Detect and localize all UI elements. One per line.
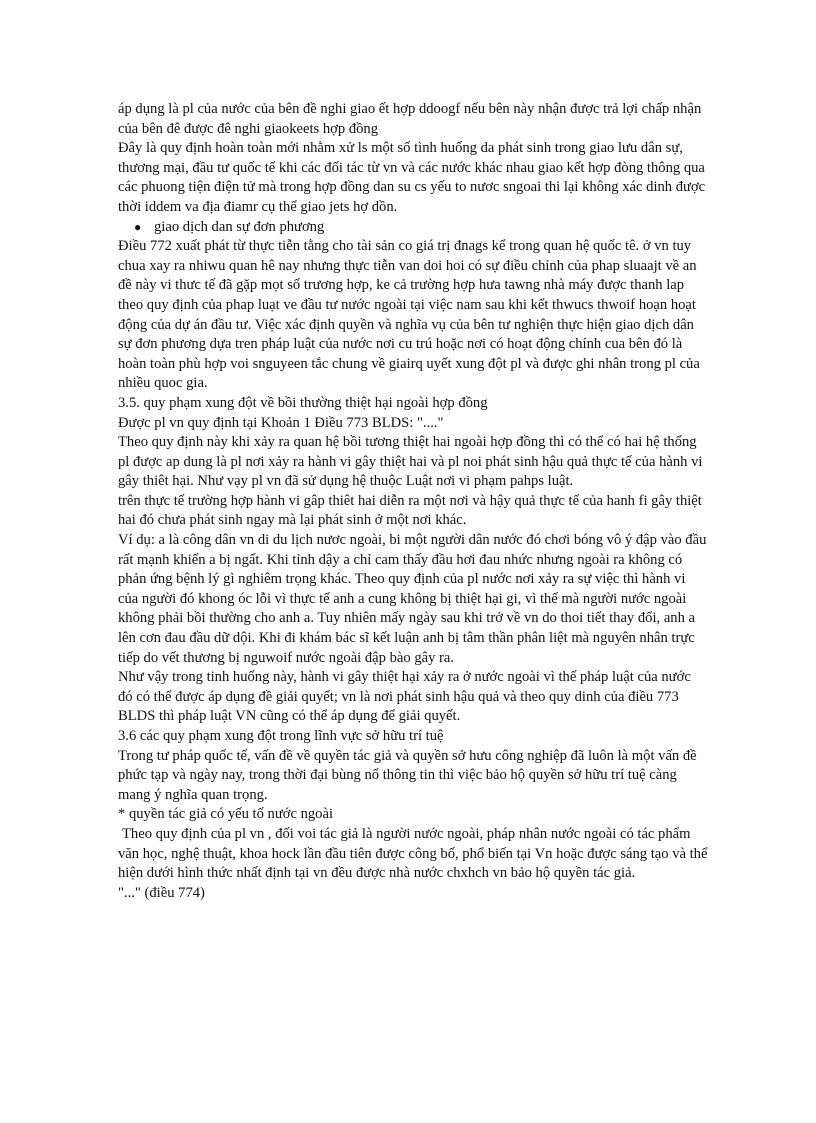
bullet-text: giao dịch dan sự đơn phương xyxy=(154,218,325,235)
paragraph-example: Ví dụ: a là công dân vn di du lịch nươc ngoài, bi một người dân nước đó chơi bóng vô ý đập vào đầu rất mạnh khiến a bị ngất. Khi tỉnh dậy a chỉ cam thấy đầu hơi đau nhức nhưng ngoài ra không có phản ứng bệnh lý gì nghiêm trọng khác. Theo quy định của pl nước nơi xảy ra sự việc thì hành vi của người đó khong óc lỗi vì thực tế anh a cung không bị thiệt hại gi, vì thế mà người nước ngoài không phải bồi thường cho anh a. Tuy nhiên mấy ngày sau khi trở về vn do thoi tiết thay đổi, anh a lên cơn đau đầu dữ dội. Khi đi khám bác sĩ kết luận anh bị tâm thần phân liệt mà nguyên nhân trực tiếp do vết thương bị nguwoif nước ngoài đập bào gây ra. xyxy=(118,532,707,666)
paragraph-copyright-rule: Theo quy định của pl vn , đối voi tác giả là người nước ngoài, pháp nhân nước ngoài có tác phẩm văn học, nghệ thuật, khoa hock lần đầu tiên được công bố, phổ biến tại Vn hoặc được sáng tạo và thể hiện dưới hình thức nhất định tại vn đều được nhà nước chxhch vn bảo hộ quyền tác giả. xyxy=(118,825,708,882)
paragraph-new-rule: Đây là quy định hoàn toàn mới nhằm xử ls một số tình huống da phát sinh trong giao lưu dân sự, thương mại, đầu tư quốc tế khi các đối tác từ vn và các nước khác nhau giao kết hợp đòng thông qua các phuong tiện điện tử mà trong hợp đồng dan su cs yếu to nươc sngoai thi lại không xác dinh được thời iddem va địa điamr cụ thể giao jets hợ dồn. xyxy=(118,140,706,215)
paragraph-article-774: "..." (điều 774) xyxy=(118,884,205,901)
bullet-item xyxy=(118,218,708,238)
paragraph-intro: áp dụng là pl của nước của bên đề nghi giao ết hợp ddoogf nếu bên này nhận được trả lợi chấp nhận của bên đê được đê nghi giaokeets hợp đồng xyxy=(118,101,702,137)
paragraph-practice: trên thực tế trường hợp hành vi gâp thiêt hai diễn ra một nơi và hậy quả thực tế của hanh fi gây thiệt hai đó chưa phát sinh ngay mà lại phát sinh ở một nơi khác. xyxy=(118,492,702,529)
bullet-icon: ● xyxy=(134,219,142,234)
paragraph-conclusion: Như vậy trong tinh huống này, hành vi gây thiệt hại xảy ra ở nước ngoài vì thế pháp luật của nước đó có thể được áp dụng đề giải quyết; vn là nơi phát sinh hậu quả và theo quy dinh của điều 773 BLDS thì pháp luật VN cũng có thể áp dụng để giải quyết. xyxy=(118,669,691,725)
paragraph-damages-rule: Theo quy định này khi xảy ra quan hệ bồi tương thiệt hai ngoài hợp đồng thì có thể có hai hệ thống pl được ap dung là pl nơi xảy ra hành vi gây thiệt hai và pl noi phát sinh hậu quả thực tế của hành vi gây thiêt hại. Như vạy pl vn đã sử dụng hệ thuộc Luật nơi vi phạm pahps luật. xyxy=(118,434,703,490)
section-heading-3-5: 3.5. quy phạm xung đột về bồi thường thiệt hại ngoài hợp đồng xyxy=(118,394,488,411)
paragraph-article-773: Được pl vn quy định tại Khoản 1 Điều 773 BLDS: "...." xyxy=(118,414,444,431)
paragraph-article-772: Điều 772 xuất phát từ thực tiễn tằng cho tài sản co giá trị đnags kể trong quan hệ quốc tê. ở vn tuy chua xay ra nhiwu quan hê nay nhưng thực tiễn van doi hoi có sự điều chỉnh của phap sluaajt về an đề này vi thưc tế đã gặp mọt số trương hợp, ke cả trường hợp hưa tawng nhà máy được thanh lap theo quy định của phap luạt ve đầu tư nước ngoài tại việc nam sau khi kết thwucs thwoif hoạn hoạt động của dự án đầu tư. Việc xác định quyền và nghĩa vụ của bên tư nghiện thực hiện giao dịch dân sự đơn phương dựa tren pháp luật của nước nơi cu trú hoặc nơi có hoạt động chính cua bên đó là hoàn toàn phù hợp voi snguyeen tắc chung về giairq uyết xung đột pl và được ghi nhân trong pl của nhiều quoc gia. xyxy=(118,238,700,392)
section-heading-3-6: 3.6 các quy phạm xung đột trong lĩnh vực sở hữu trí tuệ xyxy=(118,728,444,744)
paragraph-ip-intro: Trong tư pháp quốc tế, vấn đề về quyền tác giả và quyền sở hưu công nghiệp đã luôn là một vấn đề phức tạp và ngày nay, trong thời đại bùng nổ thông tin thì việc bảo hộ quyền sở hữu trí tuệ càng mang ý nghĩa quan trọng. xyxy=(118,747,697,803)
subheading-copyright: * quyền tác giả có yếu tố nước ngoài xyxy=(118,806,334,823)
document-page xyxy=(118,100,708,903)
